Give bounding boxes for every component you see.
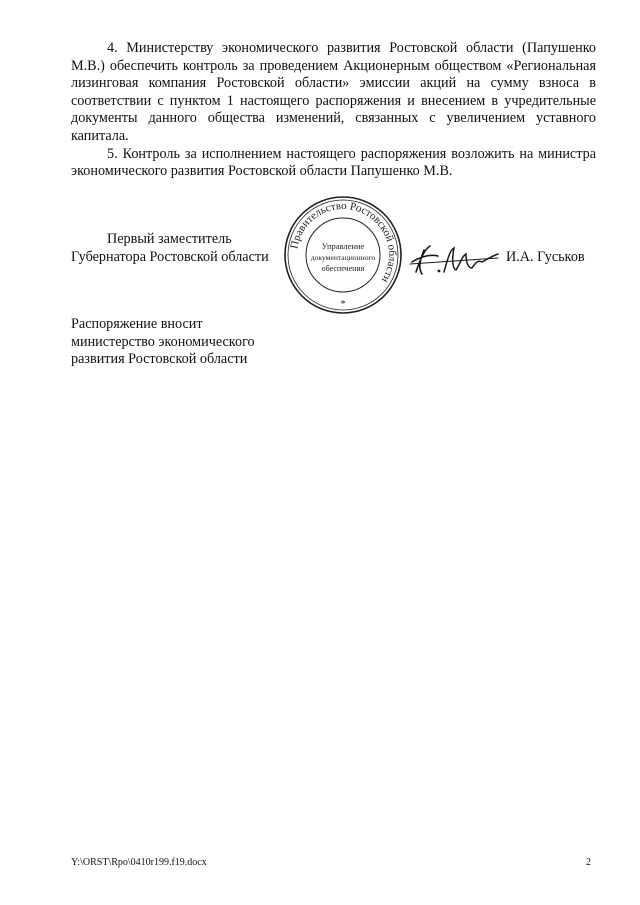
footer-file-path: Y:\ORST\Rpo\0410r199.f19.docx — [71, 857, 207, 868]
introduced-by-line2: министерство экономического — [71, 333, 255, 350]
signatory-name: И.А. Гуськов — [506, 249, 585, 265]
seal-star-mark: * — [340, 299, 346, 310]
signatory-title-line1: Первый заместитель — [107, 231, 232, 247]
signatory-title — [71, 231, 271, 266]
official-seal-stamp — [282, 194, 404, 316]
paragraph-item-4: 4. Министерству экономического развития Ростовской области (Папушенко М.В.) обеспечить контроль за проведением Акционерным обществом «Региональная лизинговая компания Ростовской области» эмиссии акций на сумму взноса в соответствии с пунктом 1 настоящего распоряжения и внесением в учредительные документы данного общества изменений, связанных с увеличением уставного капитала. — [71, 40, 596, 144]
introduced-by-line3: развития Ростовской области — [71, 351, 248, 368]
seal-center-line2: документационного — [310, 253, 376, 262]
seal-center-line1: Управление — [321, 241, 365, 251]
seal-center-line3: обеспечения — [321, 264, 365, 273]
introduced-by-line1: Распоряжение вносит — [71, 316, 203, 332]
paragraph-item-5: 5. Контроль за исполнением настоящего распоряжения возложить на министра экономического развития Ростовской области Папушенко М.В. — [71, 145, 596, 180]
introduced-by-note — [71, 316, 331, 369]
signatory-title-line2: Губернатора Ростовской области — [71, 248, 269, 265]
handwritten-signature — [408, 238, 500, 286]
seal-ring-textpath: Правительство Ростовской области — [288, 199, 399, 285]
document-body — [71, 40, 596, 181]
footer-page-number: 2 — [586, 857, 591, 868]
